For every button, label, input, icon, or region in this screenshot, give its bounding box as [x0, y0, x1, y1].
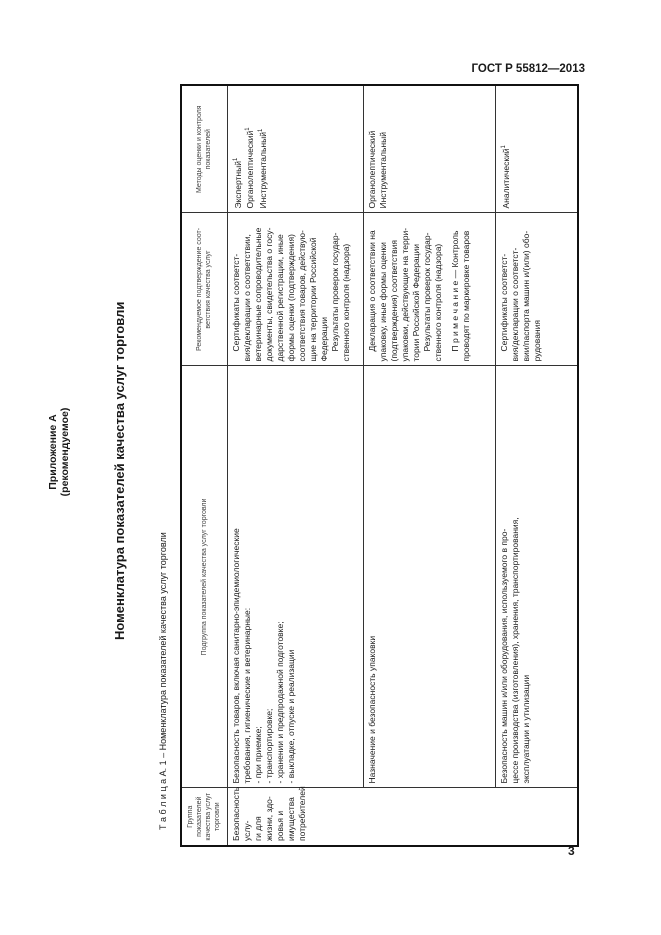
standard-number: ГОСТ Р 55812—2013 [471, 63, 585, 75]
quality-indicators-table [180, 86, 577, 847]
group-cell: Безопасность услу- ги для жизни, здо- ровья и имущества потребителей [227, 788, 578, 846]
header-subgroup: Подгруппа показателей качества услуг торговли [181, 366, 227, 788]
table-caption: Т а б л и ц а А. 1 – Номенклатура показателей качества услуг торговли [158, 532, 168, 830]
confirmation-packaging: Декларация о соответствии на упаковку, иные формы оценки (подтверждения) соответствия упаковки, действующие на терри- тории Российской Федерации Результаты проверок государ- ственного контроля (надзора) П р и м е ч а н и е — Контроль проводят по маркировке товаров [363, 213, 495, 366]
header-methods: Методы оценки и контроля показателей [181, 85, 227, 213]
subgroup-packaging: Назначение и безопасность упаковки [363, 366, 495, 788]
header-group: Группа показателей качества услуг торговли [181, 788, 227, 846]
subgroup-machinery: Безопасность машин и/или оборудования, используемого в про- цессе производства (изготовления), хранения, транспортирования, эксплуатации и утилизации [495, 366, 578, 788]
confirmation-machinery: Сертификаты соответст- вия/декларации о соответст- вии/паспорта машин и/(или) обо- рудования [495, 213, 578, 366]
methods-goods-safety: Экспертный$^1$ Органолептический$^1$ Инструментальный$^1$ [227, 85, 363, 213]
appendix-status: (рекомендуемое) [59, 407, 71, 497]
main-title: Номенклатура показателей качества услуг торговли [112, 301, 127, 640]
appendix-heading [47, 397, 71, 507]
appendix-title: Приложение А [47, 414, 59, 490]
methods-packaging: Органолептический Инструментальный [363, 85, 495, 213]
subgroup-goods-safety: Безопасность товаров, включая санитарно-эпидемиологические требования, гигиенические и ветеринарные: - при приемке; - транспортировке; - хранении и предпродажной подготовке; - выкладке, отпуске и реализации [227, 366, 363, 788]
page-number: 3 [568, 844, 575, 858]
header-confirmation: Рекомендуемое подтверждение соот-ветствия качества услуг [181, 213, 227, 366]
confirmation-goods-safety: Сертификаты соответст- вия/декларации о соответствии, ветеринарные сопроводительные документы, свидетельства о госу- дарственной регистрации, иные формы оценки (подтверждения) соответствия товаров, действую- щие на территории Российской Федерации Результаты проверок государ- ственного контроля (надзора) [227, 213, 363, 366]
methods-machinery: Аналитический$^1$ [495, 85, 578, 213]
